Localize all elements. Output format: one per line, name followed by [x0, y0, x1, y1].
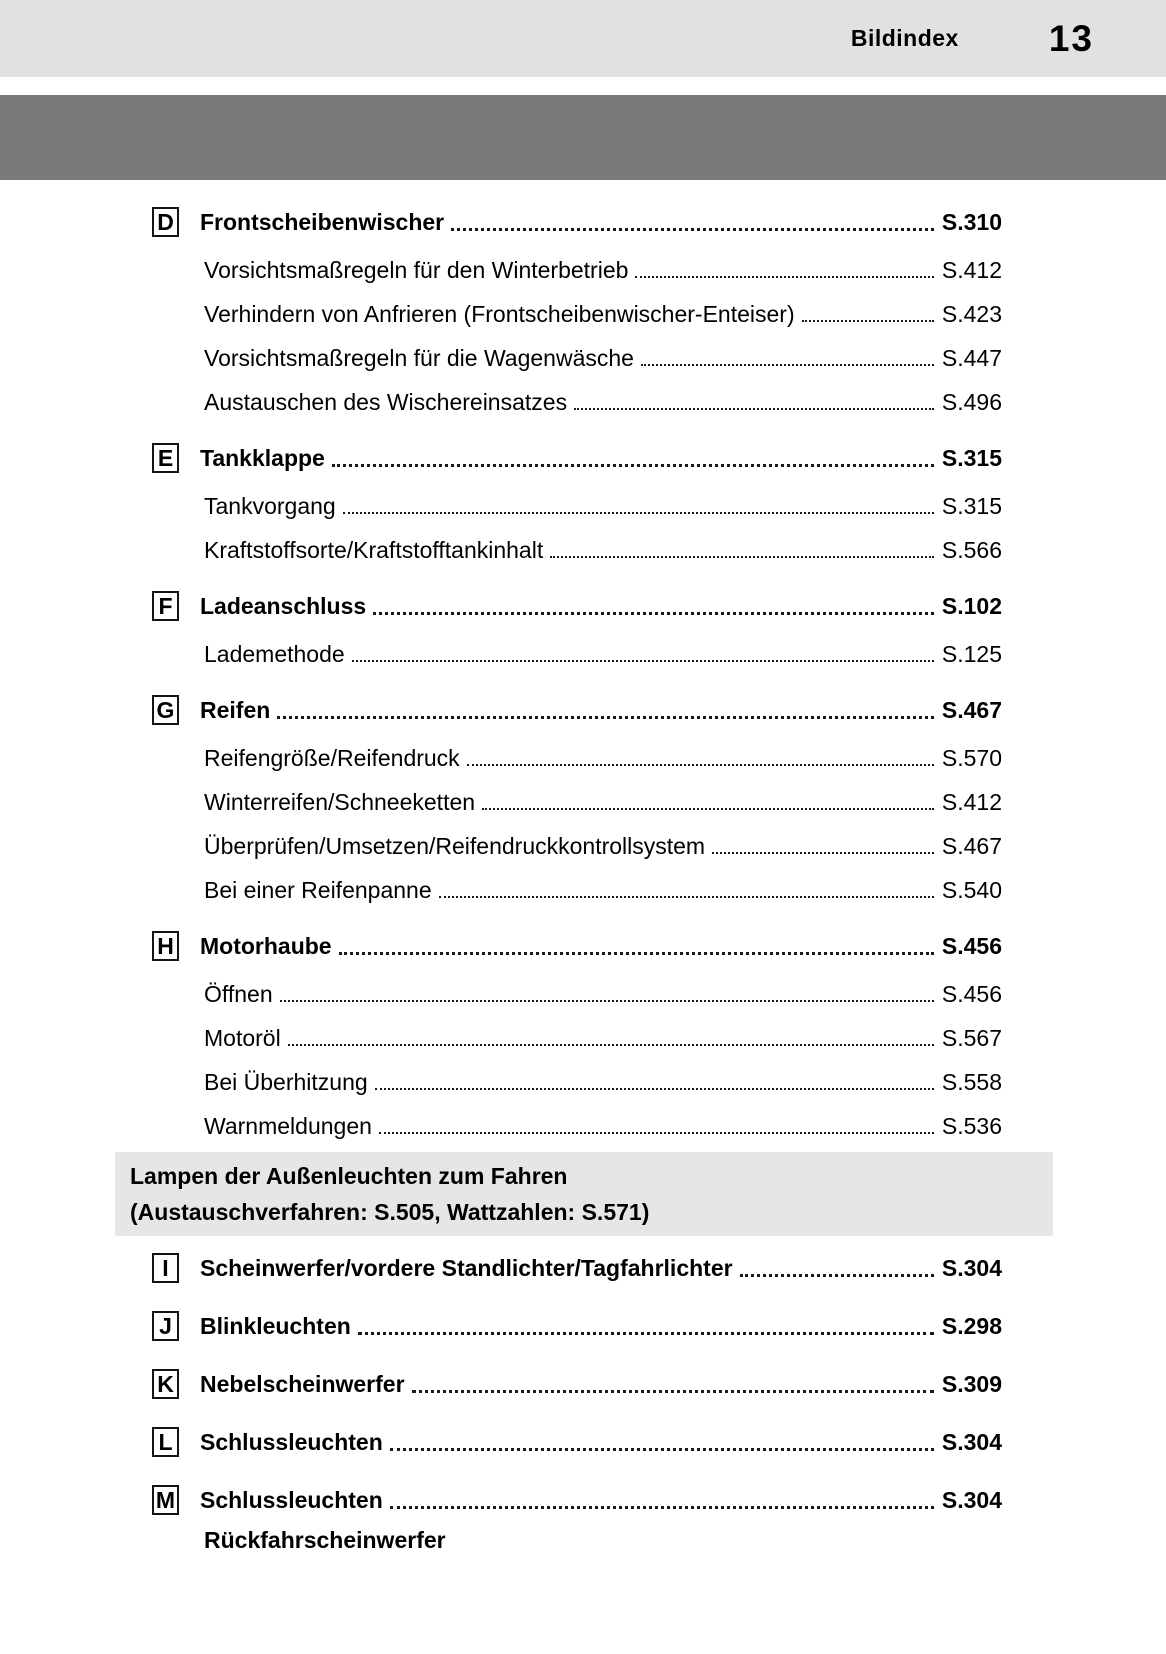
highlight-title: Lampen der Außenleuchten zum Fahren — [130, 1163, 568, 1189]
page-title: Bildindex — [850, 25, 959, 51]
index-subentry — [0, 388, 1166, 416]
index-subentry — [0, 256, 1166, 284]
page-ref: S.536 — [941, 1112, 1002, 1139]
index-subentry — [0, 492, 1166, 520]
dotted-leader — [802, 320, 934, 322]
index-subentry — [0, 832, 1166, 860]
entry-label: Blinkleuchten — [200, 1312, 351, 1339]
dotted-leader — [712, 852, 934, 854]
page-ref: S.309 — [941, 1370, 1002, 1397]
entry-label: Ladeanschluss — [200, 592, 367, 619]
entry-label: Reifengröße/Reifendruck — [204, 744, 460, 771]
dotted-leader — [412, 1390, 934, 1393]
entry-label: Rückfahrscheinwerfer — [204, 1526, 446, 1553]
entry-label: Tankvorgang — [204, 492, 336, 519]
dotted-leader — [740, 1274, 934, 1277]
letter-badge-m: M — [152, 1485, 179, 1515]
page-ref: S.447 — [941, 344, 1002, 371]
letter-badge-l: L — [152, 1427, 179, 1457]
index-entry-g — [0, 692, 1166, 728]
index-subentry — [0, 1112, 1166, 1140]
index-subentry — [0, 536, 1166, 564]
page-number: 13 — [1048, 17, 1094, 59]
page-header — [0, 0, 1166, 77]
entry-label: Überprüfen/Umsetzen/Reifendruckkontrollsystem — [204, 832, 706, 859]
dotted-leader — [339, 952, 934, 955]
dotted-leader — [379, 1132, 934, 1134]
index-subentry — [0, 300, 1166, 328]
entry-label: Bei Überhitzung — [204, 1068, 368, 1095]
dotted-leader — [277, 716, 934, 719]
page-ref: S.315 — [941, 444, 1002, 471]
entry-label: Reifen — [200, 696, 271, 723]
entry-label: Verhindern von Anfrieren (Frontscheibenwischer-Enteiser) — [204, 300, 795, 327]
page-ref: S.304 — [941, 1428, 1002, 1455]
letter-badge-j: J — [152, 1311, 179, 1341]
entry-label: Vorsichtsmaßregeln für den Winterbetrieb — [204, 256, 629, 283]
index-subentry — [0, 640, 1166, 668]
index-entry-k — [0, 1366, 1166, 1402]
page-ref: S.102 — [941, 592, 1002, 619]
dotted-leader — [439, 896, 934, 898]
page-ref: S.423 — [941, 300, 1002, 327]
index-entry-m-subtitle — [0, 1526, 1166, 1554]
entry-label: Motoröl — [204, 1024, 281, 1051]
dotted-leader — [550, 556, 934, 558]
page-ref: S.467 — [941, 696, 1002, 723]
index-entry-h — [0, 928, 1166, 964]
index-subentry — [0, 788, 1166, 816]
dotted-leader — [635, 276, 933, 278]
entry-label: Scheinwerfer/vordere Standlichter/Tagfahrlichter — [200, 1254, 733, 1281]
dotted-leader — [280, 1000, 934, 1002]
entry-label: Schlussleuchten — [200, 1486, 383, 1513]
page-ref: S.412 — [941, 788, 1002, 815]
index-entry-d — [0, 204, 1166, 240]
page-ref: S.567 — [941, 1024, 1002, 1051]
page-ref: S.540 — [941, 876, 1002, 903]
index-entry-i — [0, 1250, 1166, 1286]
dotted-leader — [332, 464, 934, 467]
highlight-subtitle: (Austauschverfahren: S.505, Wattzahlen: S.571) — [130, 1199, 650, 1225]
chapter-image-banner — [0, 95, 1166, 180]
entry-label: Lademethode — [204, 640, 345, 667]
letter-badge-i: I — [152, 1253, 179, 1283]
page-ref: S.456 — [941, 980, 1002, 1007]
dotted-leader — [641, 364, 934, 366]
entry-label: Schlussleuchten — [200, 1428, 383, 1455]
index-subentry — [0, 876, 1166, 904]
highlight-band-lamps — [115, 1152, 1053, 1236]
page-ref: S.467 — [941, 832, 1002, 859]
entry-label: Bei einer Reifenpanne — [204, 876, 432, 903]
entry-label: Austauschen des Wischereinsatzes — [204, 388, 568, 415]
dotted-leader — [482, 808, 934, 810]
page-ref: S.304 — [941, 1254, 1002, 1281]
page-ref: S.566 — [941, 536, 1002, 563]
dotted-leader — [375, 1088, 934, 1090]
dotted-leader — [390, 1448, 934, 1451]
letter-badge-h: H — [152, 931, 179, 961]
dotted-leader — [467, 764, 934, 766]
index-subentry — [0, 744, 1166, 772]
entry-label: Motorhaube — [200, 932, 332, 959]
index-entry-j — [0, 1308, 1166, 1344]
dotted-leader — [358, 1332, 934, 1335]
entry-label: Kraftstoffsorte/Kraftstofftankinhalt — [204, 536, 544, 563]
index-entry-m — [0, 1482, 1166, 1518]
dotted-leader — [352, 660, 934, 662]
entry-label: Winterreifen/Schneeketten — [204, 788, 476, 815]
index-entry-f — [0, 588, 1166, 624]
index-entry-e — [0, 440, 1166, 476]
index-entry-l — [0, 1424, 1166, 1460]
entry-label: Öffnen — [204, 980, 273, 1007]
dotted-leader — [451, 228, 934, 231]
entry-label: Nebelscheinwerfer — [200, 1370, 405, 1397]
page-ref: S.412 — [941, 256, 1002, 283]
page-ref: S.310 — [941, 208, 1002, 235]
page-ref: S.315 — [941, 492, 1002, 519]
page-ref: S.558 — [941, 1068, 1002, 1095]
dotted-leader — [390, 1506, 934, 1509]
letter-badge-k: K — [152, 1369, 179, 1399]
index-subentry — [0, 1024, 1166, 1052]
dotted-leader — [343, 512, 934, 514]
entry-label: Frontscheibenwischer — [200, 208, 445, 235]
entry-label: Vorsichtsmaßregeln für die Wagenwäsche — [204, 344, 634, 371]
entry-label: Warnmeldungen — [204, 1112, 372, 1139]
page-ref: S.298 — [941, 1312, 1002, 1339]
entry-label: Tankklappe — [200, 444, 325, 471]
letter-badge-d: D — [152, 207, 179, 237]
page-ref: S.456 — [941, 932, 1002, 959]
index-subentry — [0, 1068, 1166, 1096]
letter-badge-g: G — [152, 695, 179, 725]
page-ref: S.125 — [941, 640, 1002, 667]
page-ref: S.496 — [941, 388, 1002, 415]
dotted-leader — [288, 1044, 934, 1046]
dotted-leader — [574, 408, 934, 410]
index-subentry — [0, 344, 1166, 372]
page-ref: S.304 — [941, 1486, 1002, 1513]
letter-badge-f: F — [152, 591, 179, 621]
dotted-leader — [373, 612, 934, 615]
page-ref: S.570 — [941, 744, 1002, 771]
index-subentry — [0, 980, 1166, 1008]
letter-badge-e: E — [152, 443, 179, 473]
